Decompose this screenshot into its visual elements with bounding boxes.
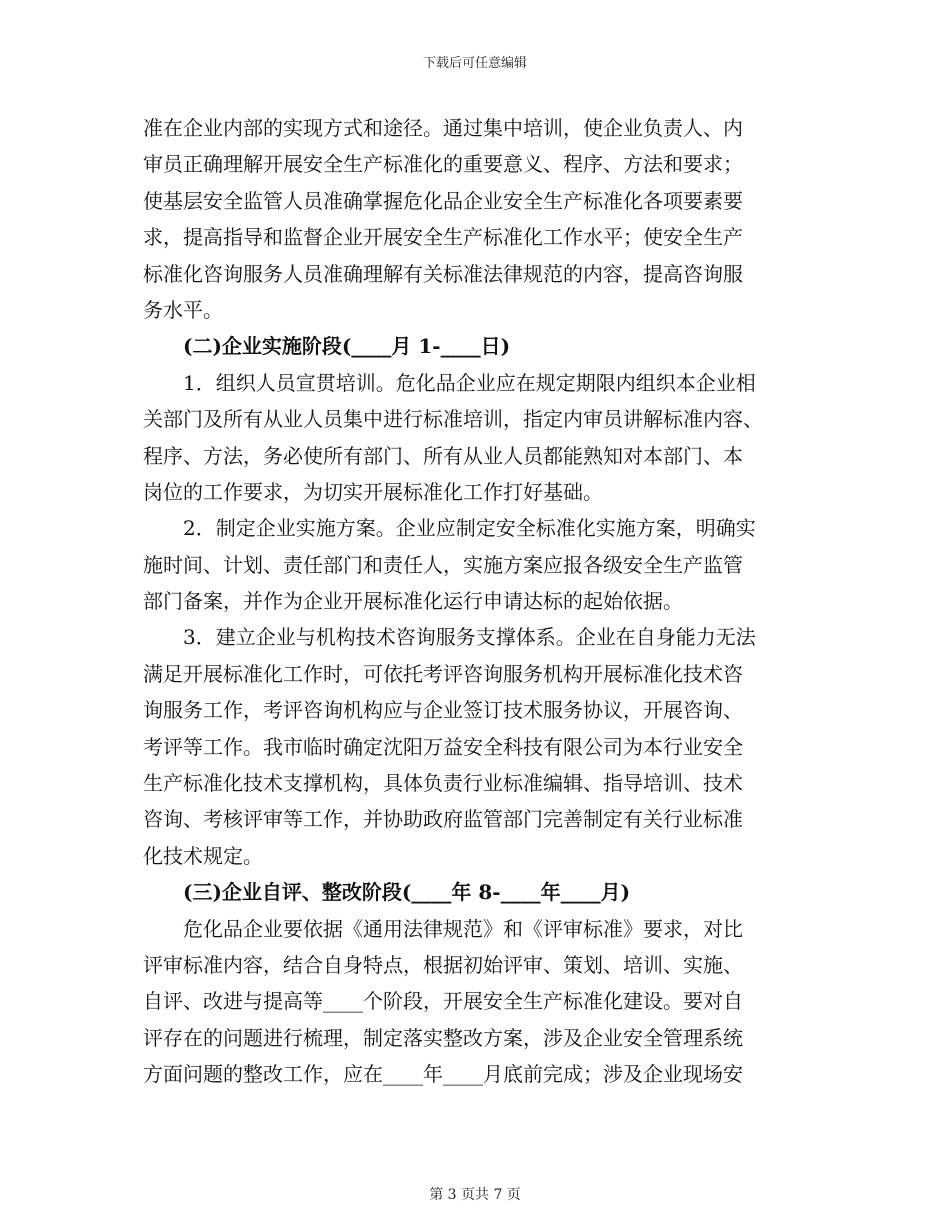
page-header: 下载后可任意编辑 <box>422 56 527 71</box>
text-line: 审员正确理解开展安全生产标准化的重要意义、程序、方法和要求； <box>143 152 743 177</box>
text-line: 求，提高指导和监督企业开展安全生产标准化工作水平；使安全生产 <box>143 225 743 250</box>
paragraph-start-line: 1．组织人员宣贯培训。危化品企业应在规定期限内组织本企业相 <box>183 370 756 395</box>
text-line: 关部门及所有从业人员集中进行标准培训，指定内审员讲解标准内容、 <box>143 407 763 432</box>
text-line: 生产标准化技术支撑机构，具体负责行业标准编辑、指导培训、技术 <box>143 771 743 796</box>
text-line: 部门备案，并作为企业开展标准化运行申请达标的起始依据。 <box>143 589 683 614</box>
paragraph-start-line: 3．建立企业与机构技术咨询服务支撑体系。企业在自身能力无法 <box>183 625 756 650</box>
page-footer: 第 3 页共 7 页 <box>429 1187 521 1203</box>
text-line: 程序、方法，务必使所有部门、所有从业人员都能熟知对本部门、本 <box>143 443 743 468</box>
section-heading: (三)企业自评、整改阶段(____年 8-____年____月) <box>183 880 631 905</box>
text-line: 询服务工作，考评咨询机构应与企业签订技术服务协议，开展咨询、 <box>143 698 743 723</box>
section-heading: (二)企业实施阶段(____月 1-____日) <box>183 334 511 359</box>
text-line: 化技术规定。 <box>143 843 263 868</box>
paragraph-start-line: 危化品企业要依据《通用法律规范》和《评审标准》要求，对比 <box>183 916 743 941</box>
text-line: 使基层安全监管人员准确掌握危化品企业安全生产标准化各项要素要 <box>143 188 743 213</box>
paragraph-start-line: 2．制定企业实施方案。企业应制定安全标准化实施方案，明确实 <box>183 516 756 541</box>
text-line: 咨询、考核评审等工作，并协助政府监管部门完善制定有关行业标准 <box>143 807 743 832</box>
text-line: 岗位的工作要求，为切实开展标准化工作打好基础。 <box>143 479 603 504</box>
text-line: 自评、改进与提高等____个阶段，开展安全生产标准化建设。要对自 <box>143 989 743 1014</box>
text-line: 考评等工作。我市临时确定沈阳万益安全科技有限公司为本行业安全 <box>143 734 743 759</box>
text-line: 方面问题的整改工作，应在____年____月底前完成；涉及企业现场安 <box>143 1062 743 1087</box>
text-line: 评存在的问题进行梳理，制定落实整改方案，涉及企业安全管理系统 <box>143 1025 743 1050</box>
text-line: 标准化咨询服务人员准确理解有关标准法律规范的内容，提高咨询服 <box>143 261 743 286</box>
text-line: 准在企业内部的实现方式和途径。通过集中培训，使企业负责人、内 <box>143 116 743 140</box>
text-line: 评审标准内容，结合自身特点，根据初始评审、策划、培训、实施、 <box>143 952 743 977</box>
text-line: 满足开展标准化工作时，可依托考评咨询服务机构开展标准化技术咨 <box>143 661 743 686</box>
text-line: 施时间、计划、责任部门和责任人，实施方案应报各级安全生产监管 <box>143 552 743 577</box>
document-body <box>143 110 803 1093</box>
text-line: 务水平。 <box>143 297 223 322</box>
